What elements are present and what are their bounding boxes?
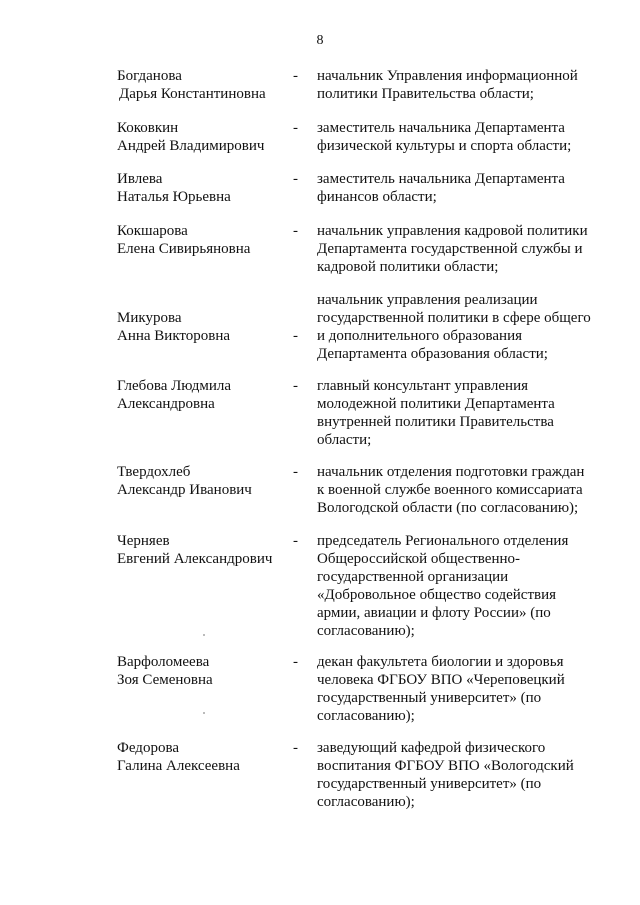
dash: - <box>293 328 298 344</box>
position-description: главный консультант управления молодежной политики Департамента внутренней политики Правительства области; <box>317 378 555 448</box>
surname: Федорова <box>117 740 179 756</box>
given-name: Александр Иванович <box>117 482 252 498</box>
dash: - <box>293 654 298 670</box>
dash: - <box>293 68 298 84</box>
given-name: Зоя Семеновна <box>117 672 213 688</box>
person-name <box>117 309 287 345</box>
dash: - <box>293 223 298 239</box>
position-description: председатель Регионального отделения Общероссийской общественно-государственной организации «Добровольное общество содействия армии, авиации и флоту России» (по согласованию); <box>317 533 569 639</box>
position-description: заведующий кафедрой физического воспитания ФГБОУ ВПО «Вологодский государственный университет» (по согласованию); <box>317 740 574 810</box>
scan-speck <box>203 712 205 714</box>
position-description: начальник управления кадровой политики Департамента государственной службы и кадровой политики области; <box>317 223 588 275</box>
surname: Твердохлеб <box>117 464 191 480</box>
position-description: начальник отделения подготовки граждан к военной службе военного комиссариата Вологодской области (по согласованию); <box>317 464 585 516</box>
page-number: 8 <box>316 33 324 48</box>
surname: Микурова <box>117 310 182 326</box>
given-name: Андрей Владимирович <box>117 138 265 154</box>
dash: - <box>293 740 298 756</box>
given-name: Дарья Константиновна <box>119 86 266 102</box>
dash: - <box>293 533 298 549</box>
surname: Кокшарова <box>117 223 188 239</box>
person-name <box>117 170 287 206</box>
person-name <box>117 739 287 775</box>
surname: Коковкин <box>117 120 179 136</box>
position-description: заместитель начальника Департамента финансов области; <box>317 171 565 205</box>
surname: Ивлева <box>117 171 163 187</box>
position-description: декан факультета биологии и здоровья человека ФГБОУ ВПО «Череповецкий государственный университет» (по согласованию); <box>317 654 565 724</box>
dash: - <box>293 378 298 394</box>
dash: - <box>293 171 298 187</box>
surname: Глебова Людмила <box>117 378 232 394</box>
scan-speck <box>203 634 205 636</box>
given-name: Елена Сивирьяновна <box>117 241 251 257</box>
person-name <box>117 653 287 689</box>
position-description: начальник Управления информационной политики Правительства области; <box>317 68 578 102</box>
person-name <box>117 532 287 568</box>
person-name <box>117 222 287 258</box>
given-name: Анна Викторовна <box>117 328 231 344</box>
given-name: Наталья Юрьевна <box>117 189 231 205</box>
given-name: Александровна <box>117 396 215 412</box>
dash: - <box>293 464 298 480</box>
given-name: Евгений Александрович <box>117 551 273 567</box>
surname: Варфоломеева <box>117 654 210 670</box>
surname: Богданова <box>117 68 182 84</box>
person-name <box>117 119 287 155</box>
person-name <box>117 377 287 413</box>
position-description: начальник управления реализации государственной политики в сфере общего и дополнительного образования Департамента образования области; <box>317 292 591 362</box>
given-name: Галина Алексеевна <box>117 758 240 774</box>
person-name <box>117 67 287 103</box>
surname: Черняев <box>117 533 170 549</box>
position-description: заместитель начальника Департамента физической культуры и спорта области; <box>317 120 572 154</box>
dash: - <box>293 120 298 136</box>
person-name <box>117 463 287 499</box>
